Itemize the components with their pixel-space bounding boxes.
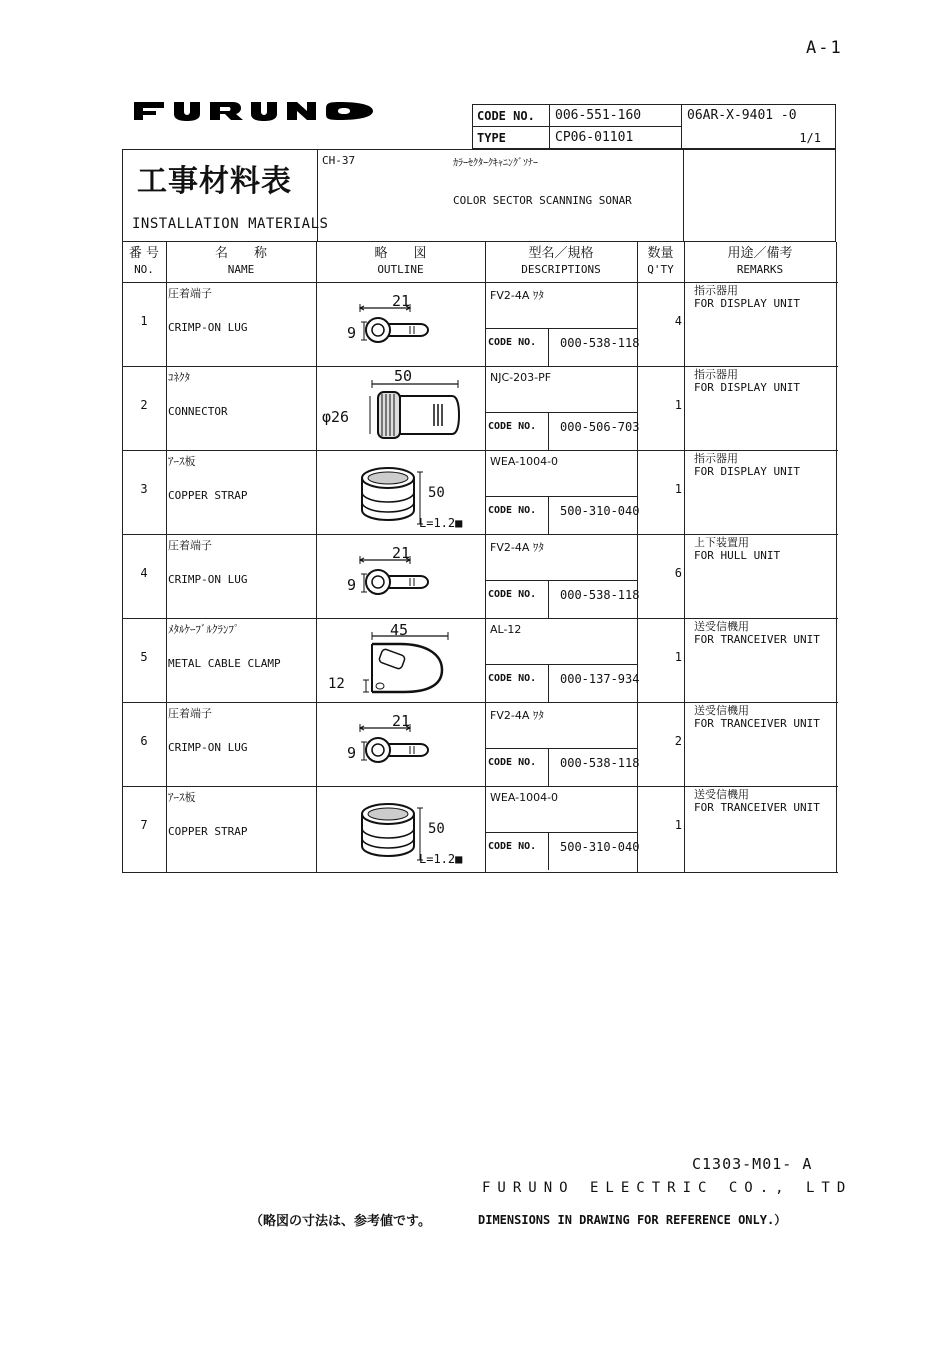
code-no-label: CODE NO.: [477, 108, 535, 123]
model-name: CH-37: [322, 154, 356, 167]
outline-dimension: 21: [392, 712, 411, 730]
item-name-jp: 圧着端子: [168, 539, 212, 552]
item-name-en: CRIMP-ON LUG: [168, 321, 248, 334]
item-quantity: 2: [674, 734, 682, 748]
code-no-label: CODE NO.: [488, 421, 537, 432]
title-jp: 工事材料表: [137, 164, 292, 199]
outline-dimension: 50: [428, 821, 445, 837]
outline-dimension: φ26: [322, 408, 350, 426]
item-code: 500-310-040: [560, 504, 640, 518]
code-no-label: CODE NO.: [488, 841, 537, 852]
table-row: [122, 702, 838, 786]
doc-code: C1303-M01- A: [692, 1155, 813, 1173]
item-remark-en: FOR DISPLAY UNIT: [694, 297, 800, 310]
header-no: 番 号 NO.: [128, 246, 160, 276]
code-no-label: CODE NO.: [488, 505, 537, 516]
item-name-en: CRIMP-ON LUG: [168, 573, 248, 586]
row-number: 4: [140, 566, 148, 580]
outline-dimension: 45: [390, 621, 409, 639]
item-remark-en: FOR DISPLAY UNIT: [694, 465, 800, 478]
item-remark-en: FOR HULL UNIT: [694, 549, 781, 562]
table-row: [122, 534, 838, 618]
code-box: [472, 104, 836, 149]
item-name-en: COPPER STRAP: [168, 825, 248, 838]
item-name-en: CRIMP-ON LUG: [168, 741, 248, 754]
note-jp: （略図の寸法は、参考値です。: [250, 1214, 431, 1229]
page-number: A-1: [806, 38, 843, 58]
item-name-en: CONNECTOR: [168, 405, 228, 418]
type-value: CP06-01101: [555, 130, 634, 145]
header-descriptions: 型名／規格 DESCRIPTIONS: [521, 246, 601, 276]
item-description: AL-12: [490, 623, 522, 636]
item-name-jp: ﾒﾀﾙｹｰﾌﾞﾙｸﾗﾝﾌﾟ: [168, 623, 240, 636]
item-description: FV2-4A ﾜﾀ: [490, 289, 544, 302]
row-number: 7: [140, 818, 148, 832]
code-no-value: 006-551-160: [555, 108, 642, 123]
table-row: [122, 282, 838, 366]
table-row: [122, 450, 838, 534]
row-number: 1: [140, 314, 148, 328]
row-number: 5: [140, 650, 148, 664]
row-number: 3: [140, 482, 148, 496]
table-row: [122, 618, 838, 702]
type-label: TYPE: [477, 130, 506, 145]
product-en: COLOR SECTOR SCANNING SONAR: [453, 194, 632, 207]
header-remarks: 用途／備考 REMARKS: [727, 246, 793, 276]
item-quantity: 6: [674, 566, 682, 580]
product-jp: ｶﾗｰｾｸﾀｰｸｷｬﾆﾝｸﾞｿﾅｰ: [453, 158, 538, 169]
item-remark-jp: 指示器用: [694, 284, 738, 297]
outline-dimension: 21: [392, 544, 411, 562]
table-row: [122, 366, 838, 450]
item-name-en: COPPER STRAP: [168, 489, 248, 502]
outline-dimension: 21: [392, 292, 411, 310]
sheet-number: 1/1: [799, 130, 821, 145]
outline-dimension: L=1.2■: [419, 852, 463, 866]
title-block: [122, 149, 836, 242]
row-number: 6: [140, 734, 148, 748]
item-code: 000-538-118: [560, 588, 640, 602]
item-code: 000-538-118: [560, 336, 640, 350]
code-no-label: CODE NO.: [488, 589, 537, 600]
item-quantity: 1: [674, 482, 682, 496]
code-no-label: CODE NO.: [488, 673, 537, 684]
item-remark-en: FOR TRANCEIVER UNIT: [694, 633, 820, 646]
item-code: 500-310-040: [560, 840, 640, 854]
item-name-jp: 圧着端子: [168, 707, 212, 720]
item-quantity: 1: [674, 398, 682, 412]
item-code: 000-506-703: [560, 420, 640, 434]
item-name-jp: ｱｰｽ板: [168, 455, 196, 468]
item-remark-en: FOR DISPLAY UNIT: [694, 381, 800, 394]
item-description: FV2-4A ﾜﾀ: [490, 709, 544, 722]
table-row: [122, 786, 838, 870]
code-no-label: CODE NO.: [488, 757, 537, 768]
item-remark-en: FOR TRANCEIVER UNIT: [694, 801, 820, 814]
outline-dimension: 9: [347, 744, 357, 762]
item-remark-jp: 送受信機用: [694, 788, 749, 801]
item-name-jp: 圧着端子: [168, 287, 212, 300]
item-name-en: METAL CABLE CLAMP: [168, 657, 281, 670]
code-no-label: CODE NO.: [488, 337, 537, 348]
note-en: DIMENSIONS IN DRAWING FOR REFERENCE ONLY.）: [478, 1213, 787, 1227]
item-remark-jp: 送受信機用: [694, 620, 749, 633]
item-remark-jp: 指示器用: [694, 452, 738, 465]
item-description: NJC-203-PF: [490, 371, 552, 384]
item-name-jp: ｺﾈｸﾀ: [168, 371, 190, 384]
header-qty: 数量 Q'TY: [647, 246, 674, 276]
item-description: WEA-1004-0: [490, 455, 559, 468]
item-quantity: 4: [674, 314, 682, 328]
doc-number: 06AR-X-9401 -0: [687, 108, 797, 123]
outline-dimension: L=1.2■: [419, 516, 463, 530]
furuno-logo: [134, 100, 374, 122]
title-en: INSTALLATION MATERIALS: [132, 216, 329, 232]
item-code: 000-538-118: [560, 756, 640, 770]
company-name: FURUNO ELECTRIC CO., LTD: [482, 1180, 853, 1196]
item-remark-jp: 送受信機用: [694, 704, 749, 717]
row-number: 2: [140, 398, 148, 412]
header-outline: 略 図 OUTLINE: [374, 246, 427, 276]
outline-dimension: 12: [328, 676, 345, 692]
item-remark-jp: 指示器用: [694, 368, 738, 381]
item-description: FV2-4A ﾜﾀ: [490, 541, 544, 554]
outline-dimension: 9: [347, 324, 357, 342]
materials-table: [122, 242, 838, 872]
header-name: 名 称 NAME: [214, 246, 267, 276]
item-remark-en: FOR TRANCEIVER UNIT: [694, 717, 820, 730]
item-quantity: 1: [674, 650, 682, 664]
outline-dimension: 9: [347, 576, 357, 594]
item-remark-jp: 上下装置用: [694, 536, 749, 549]
item-name-jp: ｱｰｽ板: [168, 791, 196, 804]
item-description: WEA-1004-0: [490, 791, 559, 804]
item-code: 000-137-934: [560, 672, 640, 686]
item-quantity: 1: [674, 818, 682, 832]
outline-dimension: 50: [428, 485, 445, 501]
outline-dimension: 50: [394, 367, 413, 385]
